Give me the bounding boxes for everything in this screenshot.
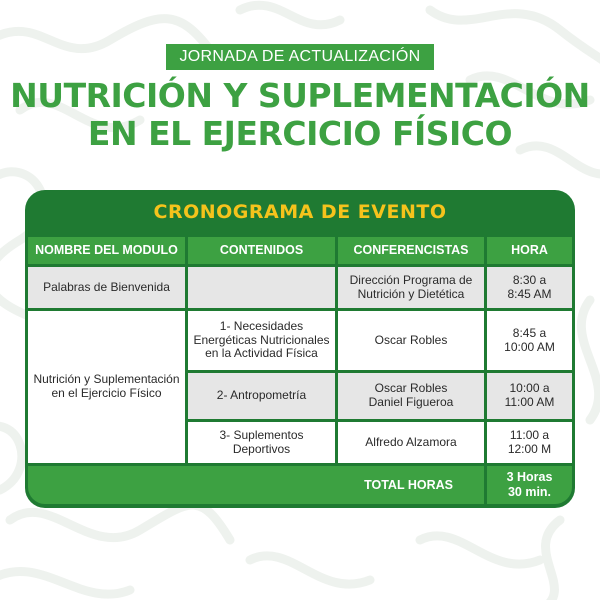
column-header-speakers: CONFERENCISTAS <box>338 237 484 264</box>
row-4-time: 11:00 a 12:00 M <box>487 422 572 463</box>
row-2-time: 8:45 a 10:00 AM <box>487 311 572 370</box>
schedule-card <box>25 190 575 508</box>
total-hours-value: 3 Horas 30 min. <box>487 466 572 504</box>
event-title-line-2: EN EL EJERCICIO FÍSICO <box>87 114 513 153</box>
row-3-speaker: Oscar Robles Daniel Figueroa <box>338 373 484 419</box>
column-header-time: HORA <box>487 237 572 264</box>
row-4-speaker: Alfredo Alzamora <box>338 422 484 463</box>
column-header-module: NOMBRE DEL MODULO <box>28 237 185 264</box>
module-cell-nutrition: Nutrición y Suplementación en el Ejercicio Físico <box>28 311 185 463</box>
row-1-time: 8:30 a 8:45 AM <box>487 267 572 308</box>
event-type-banner: JORNADA DE ACTUALIZACIÓN <box>166 44 434 70</box>
row-3-content: 2- Antropometría <box>188 373 335 419</box>
schedule-heading: CRONOGRAMA DE EVENTO <box>153 201 447 223</box>
row-2-speaker: Oscar Robles <box>338 311 484 370</box>
event-title-line-1: NUTRICIÓN Y SUPLEMENTACIÓN <box>10 76 590 115</box>
row-1-module: Palabras de Bienvenida <box>28 267 185 308</box>
total-hours-label: TOTAL HORAS <box>364 478 453 492</box>
row-4-content: 3- Suplementos Deportivos <box>188 422 335 463</box>
row-2-content: 1- Necesidades Energéticas Nutricionales en la Actividad Física <box>188 311 335 370</box>
row-3-time: 10:00 a 11:00 AM <box>487 373 572 419</box>
row-1-speaker: Dirección Programa de Nutrición y Dietética <box>338 267 484 308</box>
row-1-content <box>188 267 335 308</box>
column-header-contents: CONTENIDOS <box>188 237 335 264</box>
